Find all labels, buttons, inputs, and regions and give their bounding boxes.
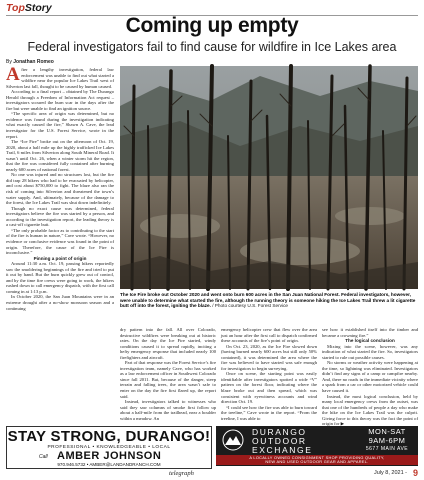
publication-logo: telegraph [169,470,194,477]
article-column-1 [6,64,114,422]
paragraph: “I could see how the fire was able to burn toward the treeline,” Cave wrote in the report. “From the treeline, I was able to [221,404,317,421]
ad-hours [361,428,413,454]
ad-store-name-line: DURANGO [252,427,307,437]
page-number: 9 [412,468,418,478]
paragraph: emergency helicopter crew that flew over the area just an hour after the first call to dispatch confirmed these accounts of the fire’s point of origin. [221,327,317,344]
ad-slogan-line: NEW AND USED OUTDOOR GEAR AND APPAREL. [265,459,369,465]
ad-title: STAY STRONG, DURANGO! [7,428,211,445]
paragraph: Instead, the most logical conclusion, held by many local emergency crews from the outset, was that one of the hundreds of people a day who make the hike on the Ice Lakes Trail was the culprit. Giving force to this theory was the fact the point of origin for ▶ [322,393,418,427]
section-subhead: Pinning a point of origin [33,255,87,261]
paragraph: In October 2020, the San Juan Mountains were in an extreme drought after a no-show monsoon season and a continuing [6,294,114,311]
article-column-3 [221,327,317,422]
byline-prefix: By [6,59,12,65]
paragraph: Once on scene, the starting point was easily identifiable after investigators spotted a wide “V” pattern on the forest floor, indicating where the blaze broke out and then spread, which was consistent with eyewitness accounts and wind direction Oct. 19. [221,371,317,405]
paragraph: see how it established itself into the timber and became a crowning fire.” [322,327,418,338]
headline: Coming up empty [125,14,299,37]
ad-slogan-strip [216,455,418,465]
paragraph: Mixing into the scene, however, was any indication of what started the fire. So, investigators started to rule out possible causes. [322,343,418,360]
issue-date: July 8, 2021 - [373,470,407,476]
subheadline: Federal investigators fail to find cause for wildfire in Ice Lakes area [27,40,397,54]
caption-text: The Ice Fire broke out October 2020 and went onto burn 600 acres in the San Juan National Forest. Federal investigators, however, were unable to determine what started the fire, although the running theory is someone hiking the Ice Lakes Trail threw a lit cigarette butt off into the forest, igniting the blaze. [120,292,416,309]
article-column-2 [120,327,216,422]
ad-hours-line: 9AM-6PM [368,435,406,445]
byline-author: Jonathan Romeo [13,59,54,65]
paragraph: dry pattern into the fall. All over Colorado, destructive wildfires were breaking out at historic rates. On the day the Ice Fire started, windy conditions caused it to spread rapidly, inciting a hefty emergency response that included nearly 100 firefighters and aircraft. [120,327,216,360]
photo-caption [120,292,418,309]
paragraph: “The only probable factor as to contributing to the start of the fire is human in nature,” Cave wrote. “However, no evidence or conclusive evidence was found in the point of origin. Therefore, the cause of the Ice Fire is inconclusive.” [6,227,114,256]
ad-amber-johnson[interactable] [6,426,212,469]
drop-cap: A [6,64,20,85]
paragraph: No storms or weather activity were happening at the time, so lightning was eliminated. Investigators didn’t find any signs of a camp or campfire nearby. And, there no roads in the immediate vicinity where a spark from a car or other motorized vehicle could have caused it. [322,360,418,394]
wildfire-photo-illustration [120,66,418,289]
ad-store-name-line: OUTDOOR [252,436,307,446]
paragraph: Part of that response was the Forest Service’s fire investigation team, namely Cave, who has worked as a law enforcement officer in Southwest Colorado since fall 2011. But, because of the danger, steep terrain and falling trees, the area wasn’t safe to enter on the day the fire first flared up, the report said. [120,360,216,399]
ad-address: 5677 MAIN AVE [365,446,409,452]
ad-durango-outdoor-exchange[interactable] [216,426,418,466]
paragraph: “The specific area of origin was determined, but no evidence was found during the investigation indicating what exactly caused the fire,” Shawn A. Cave, the lead investigator for the U.S. Forest Service, wrote in the report. [6,111,114,139]
ad-slogan-line: A LOCALLY OWNED CONSIGNMENT SHOP PROVIDING QUALITY, [249,454,385,460]
paragraph: According to a final report – obtained by The Durango Herald through a Freedom of Information Act request – investigators scoured the burn scar in the days after the fire but were unable to find an ignition source. [6,89,114,111]
ad-contact: 970.946.5732 • AMBER@LANDANDRANCH.COM [57,462,161,467]
paragraph: Instead, investigators talked to witnesses who said they saw columns of smoke first follow up about a half-mile from the trailhead, near a boulder within a meadow. An [120,399,216,421]
paragraph: No one was injured and no structures lost, but the fire did trap 28 hikers who had to be evacuated by helicopter, and cost about $750,000 to fight. The blaze also ran the risk of coming into Silverton and threatened the town’s water supply. And, ultimately, because of the damage to the forest, the Ice Lakes Trail was shut down indefinitely. [6,172,114,206]
paragraph: The “Ice Fire” broke out on the afternoon of Oct. 19, 2020, about a half mile up the highly trafficked Ice Lakes Trail, 6 miles from Silverton along South Mineral Road. It wasn’t until Oct. 26, when a winter storm hit the region, that the fire was considered fully contained after burning nearly 600 acres of national forest. [6,139,114,172]
ad-tagline: PROFESSIONAL • KNOWLEDGEABLE • LOCAL [47,445,171,450]
paragraph: On Oct. 23, 2020, as the Ice Fire slowed down (having burned nearly 600 acres but still only 50% contained), it was determined the area where the fire was believed to have started was safe enough for investigators to begin surveying. [221,343,317,371]
ad-hours-line: MON-SAT [368,427,406,436]
photo-credit: / Photo courtesy U.S. Forest Service [212,303,289,309]
ad-store-name [252,428,313,455]
section-label-top: Top [6,2,25,14]
section-subhead: The logical conclusion [345,338,395,344]
section-label [6,2,52,14]
ad-call-label: Call [39,454,48,460]
section-label-story: Story [24,2,52,14]
article-column-4 [322,327,418,427]
paragraph: fter a lengthy investigation, federal law enforcement was unable to find out what started a wildfire near the popular Ice Lakes Trail west of Silverton last fall, thought to be caused by human caused. [6,67,114,89]
paragraph: Around 11:30 a.m. Oct. 19, passing hikers reportedly saw the smoldering beginnings of the fire and tried to put it out by hand. But the burn quickly grew out of control, and by the time fire crews were going to work, the hikers rushed down to call emergency dispatch, with the first call coming in at 1:13 p.m. [6,261,114,294]
paragraph: Though no exact cause was determined, federal investigators believe the fire was started by a person, and according to the investigation report, the leading theory is a cast-off cigarette butt. [6,205,114,228]
ad-store-name-line: EXCHANGE [252,445,313,455]
ad-agent-name: AMBER JOHNSON [57,450,162,462]
wildfire-photo [120,66,418,289]
mountain-logo-icon [222,429,244,451]
